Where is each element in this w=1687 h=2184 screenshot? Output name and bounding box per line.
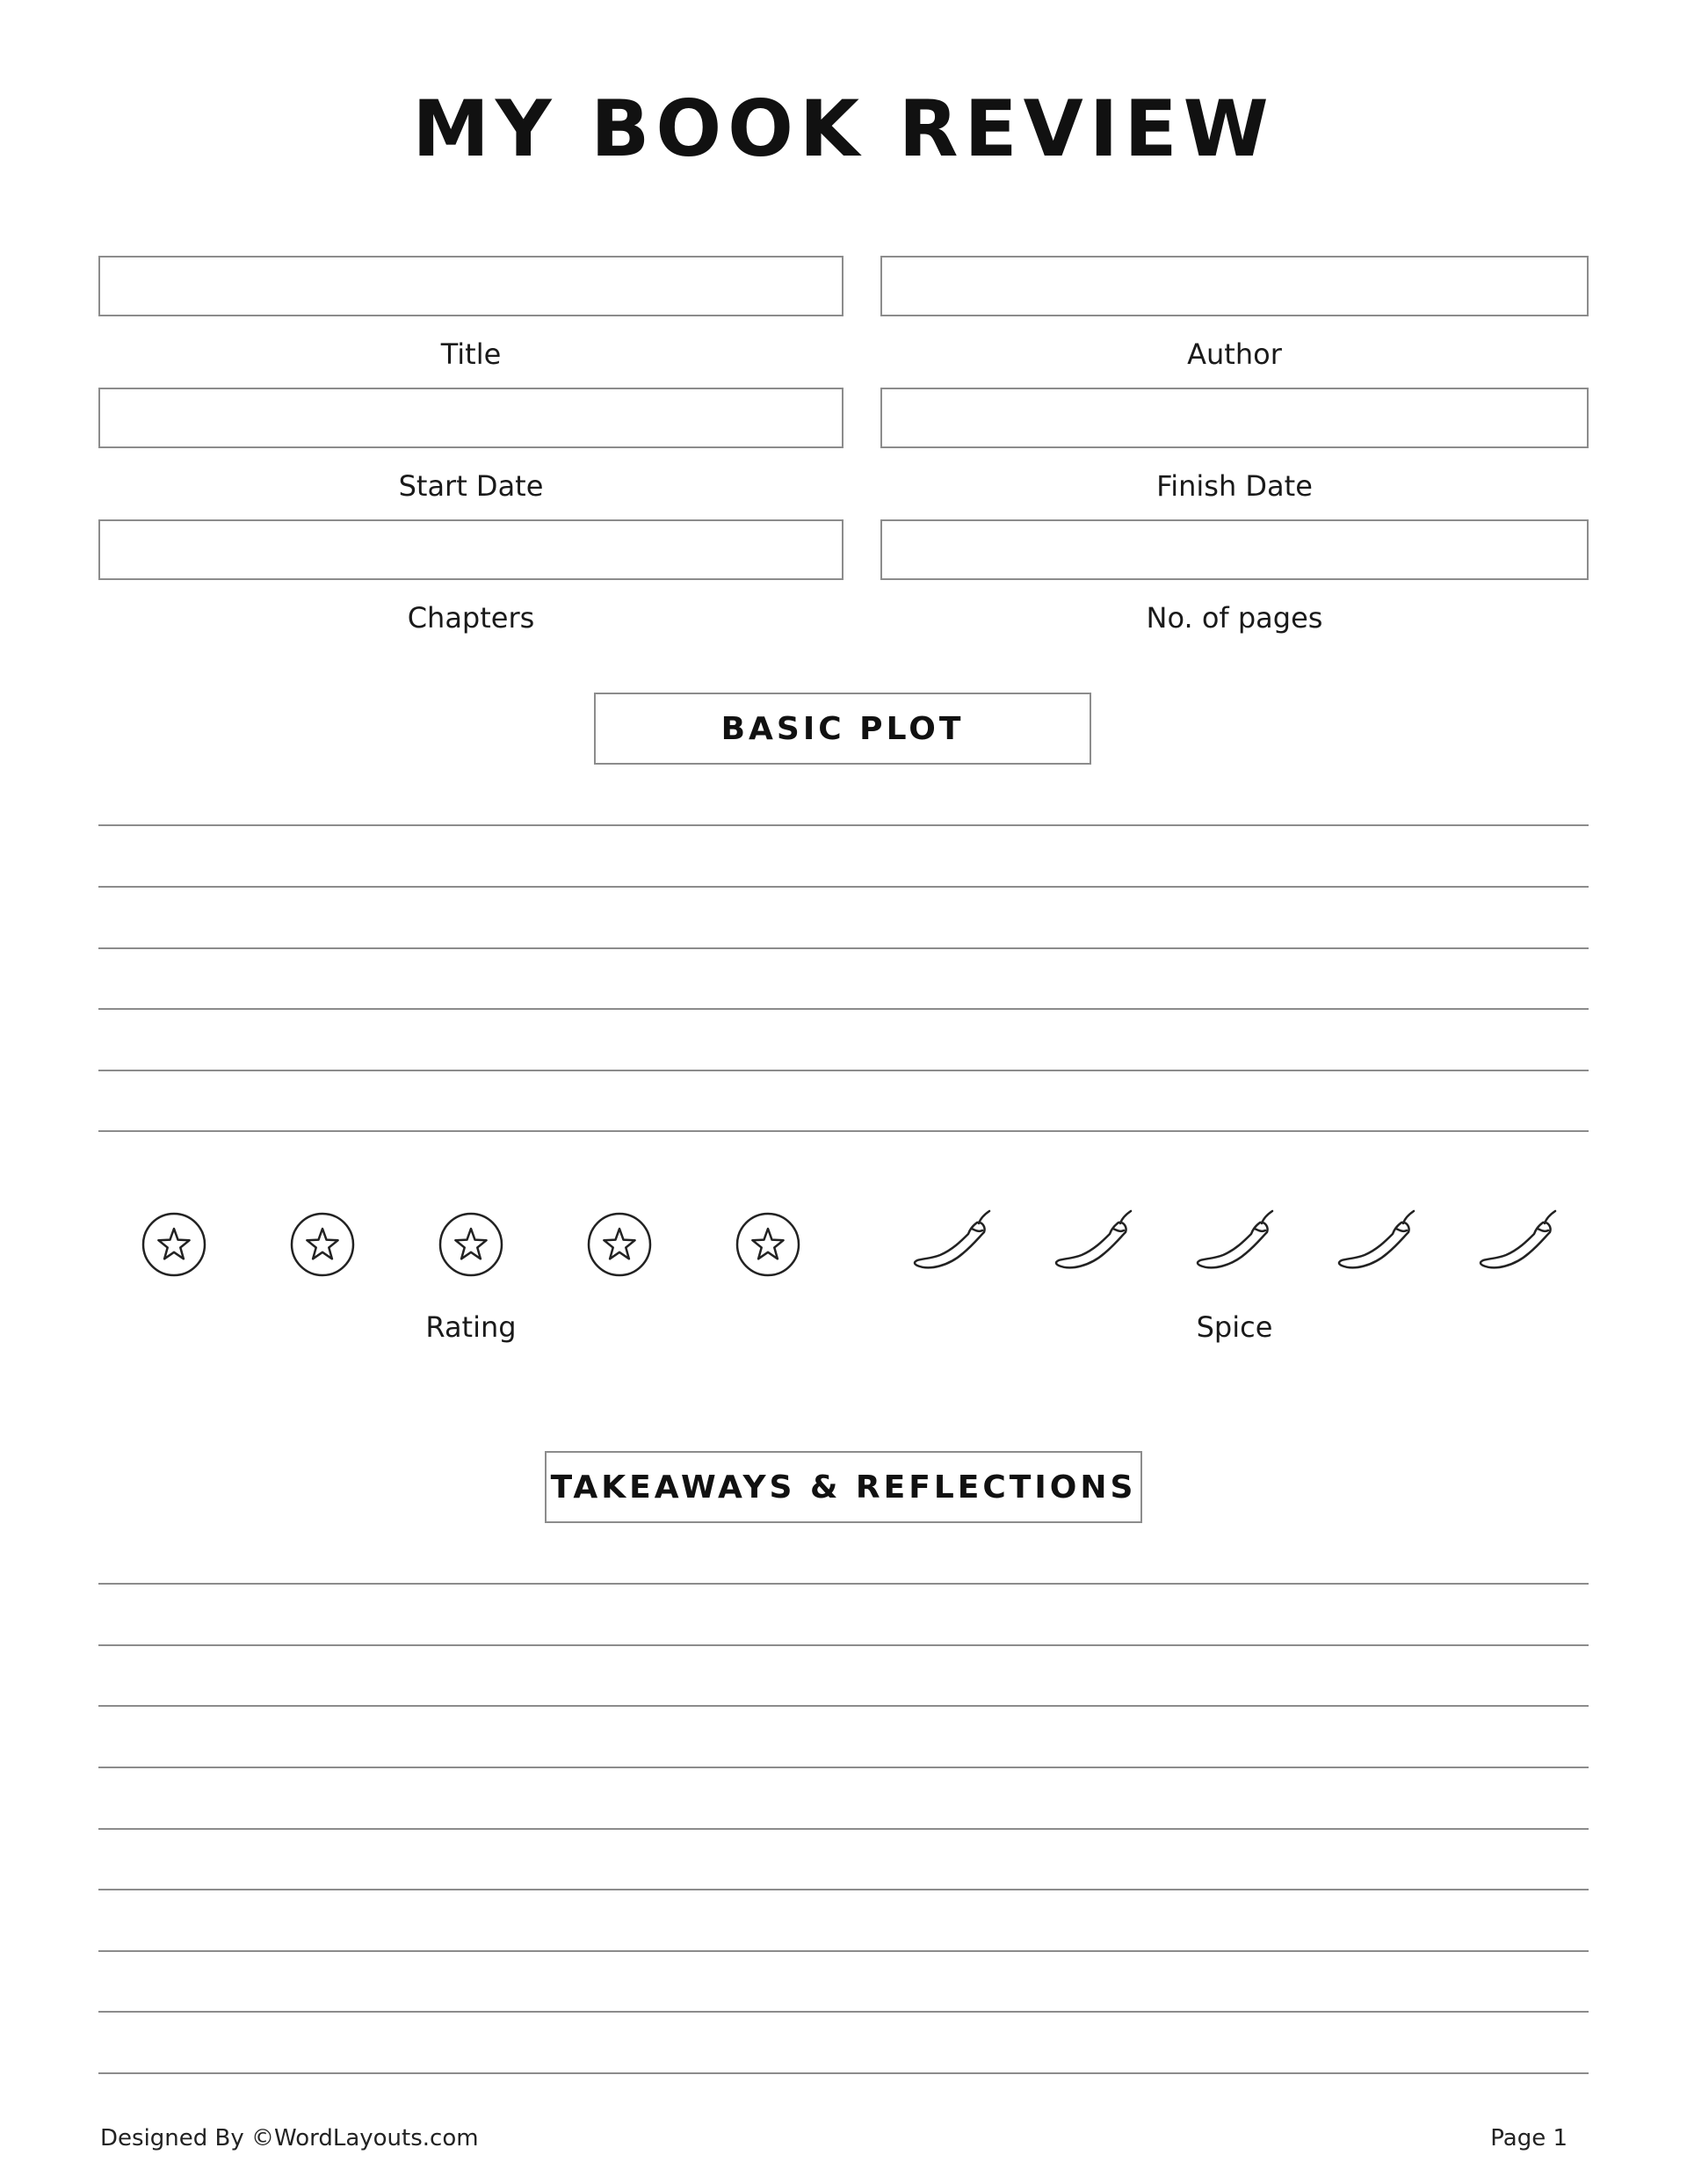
pages-field[interactable]	[880, 519, 1589, 580]
star-in-circle-icon[interactable]	[735, 1211, 801, 1278]
chili-pepper-icon[interactable]	[1335, 1208, 1419, 1278]
star-in-circle-icon[interactable]	[586, 1211, 653, 1278]
star-in-circle-icon[interactable]	[289, 1211, 356, 1278]
takeaways-heading: TAKEAWAYS & REFLECTIONS	[545, 1451, 1142, 1523]
plot-writing-line[interactable]	[98, 886, 1589, 888]
spice-label: Spice	[1196, 1310, 1273, 1344]
takeaways-writing-line[interactable]	[98, 1828, 1589, 1830]
title-label: Title	[440, 337, 502, 371]
takeaways-writing-line[interactable]	[98, 1767, 1589, 1768]
takeaways-writing-line[interactable]	[98, 1889, 1589, 1890]
author-label: Author	[1187, 337, 1282, 371]
page-number: Page 1	[1490, 2125, 1568, 2151]
rating-label: Rating	[425, 1310, 517, 1344]
basic-plot-heading: BASIC PLOT	[594, 693, 1091, 765]
chapters-field[interactable]	[98, 519, 844, 580]
author-field[interactable]	[880, 256, 1589, 316]
star-in-circle-icon[interactable]	[141, 1211, 207, 1278]
chapters-label: Chapters	[407, 601, 535, 635]
plot-writing-line[interactable]	[98, 947, 1589, 949]
start-date-label: Start Date	[398, 469, 544, 503]
page-title: MY BOOK REVIEW	[412, 83, 1275, 174]
footer-credit: Designed By ©WordLayouts.com	[100, 2125, 479, 2151]
finish-date-label: Finish Date	[1156, 469, 1313, 503]
chili-pepper-icon[interactable]	[1052, 1208, 1136, 1278]
plot-writing-line[interactable]	[98, 1008, 1589, 1010]
start-date-field[interactable]	[98, 388, 844, 448]
takeaways-writing-line[interactable]	[98, 1583, 1589, 1585]
plot-writing-line[interactable]	[98, 1070, 1589, 1071]
star-in-circle-icon[interactable]	[438, 1211, 504, 1278]
takeaways-writing-line[interactable]	[98, 1950, 1589, 1952]
plot-writing-line[interactable]	[98, 1130, 1589, 1132]
finish-date-field[interactable]	[880, 388, 1589, 448]
chili-pepper-icon[interactable]	[1476, 1208, 1560, 1278]
plot-writing-line[interactable]	[98, 824, 1589, 826]
takeaways-writing-line[interactable]	[98, 2011, 1589, 2013]
takeaways-writing-line[interactable]	[98, 1705, 1589, 1707]
takeaways-writing-line[interactable]	[98, 1644, 1589, 1646]
chili-pepper-icon[interactable]	[910, 1208, 995, 1278]
title-field[interactable]	[98, 256, 844, 316]
pages-label: No. of pages	[1146, 601, 1323, 635]
takeaways-writing-line[interactable]	[98, 2072, 1589, 2074]
chili-pepper-icon[interactable]	[1193, 1208, 1278, 1278]
